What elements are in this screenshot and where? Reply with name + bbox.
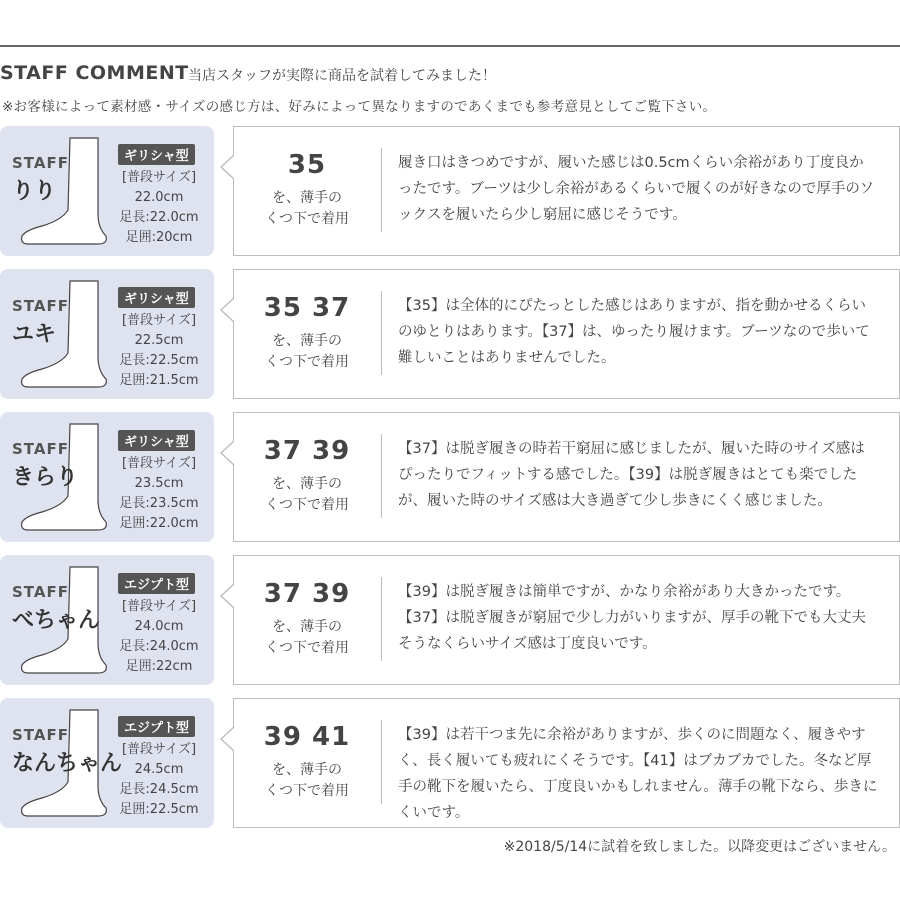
wear-note-line-2: くつ下で着用 <box>265 211 349 227</box>
column-divider <box>381 291 382 375</box>
top-divider <box>0 45 900 47</box>
staff-name: べちゃん <box>12 608 101 633</box>
foot-type-badge: エジプト型 <box>118 573 195 594</box>
staff-row <box>0 555 900 685</box>
tried-size: 37 39 <box>263 579 351 609</box>
foot-length: 足長:24.0cm <box>119 639 199 654</box>
wear-note-line-2: くつ下で着用 <box>265 783 349 799</box>
wear-note-line-1: を、薄手の <box>272 762 342 778</box>
size-heading: [普段サイズ] <box>121 170 197 185</box>
foot-length: 足長:23.5cm <box>119 496 199 511</box>
wear-note-line-2: くつ下で着用 <box>265 354 349 370</box>
foot-length: 足長:22.0cm <box>119 210 199 225</box>
staff-card <box>0 698 214 828</box>
wear-note <box>234 617 380 659</box>
footer-note: ※2018/5/14に試着を致しました。以降変更はございません。 <box>503 839 896 855</box>
wear-note-line-2: くつ下で着用 <box>265 497 349 513</box>
tried-size: 39 41 <box>263 722 351 752</box>
staff-comment: 【37】は脱ぎ履きの時若干窮屈に感じましたが、履いた時のサイズ感はぴったりでフィットする感でした。【39】は脱ぎ履きはとても楽でしたが、履いた時のサイズ感は大き過ぎて少し歩きにくく感じました。 <box>398 441 865 509</box>
staff-name: なんちゃん <box>12 751 123 776</box>
staff-name: きらり <box>12 465 79 490</box>
foot-type-badge: ギリシャ型 <box>118 287 195 308</box>
wear-note-line-1: を、薄手の <box>272 619 342 635</box>
usual-size: 24.5cm <box>134 762 184 777</box>
staff-name: りり <box>12 179 57 204</box>
usual-size: 24.0cm <box>134 619 184 634</box>
usual-size: 23.5cm <box>134 476 184 491</box>
staff-comment: 【39】は脱ぎ履きは簡単ですが、かなり余裕があり大きかったです。【37】は脱ぎ履きが窮屈で少し力がいりますが、厚手の靴下でも大丈夫そうなくらいサイズ感は丁度良いです。 <box>398 584 866 652</box>
staff-sizes <box>110 454 208 534</box>
wear-note <box>234 331 380 373</box>
tried-size: 37 39 <box>263 436 351 466</box>
wear-note <box>234 474 380 516</box>
usual-size: 22.5cm <box>134 333 184 348</box>
wear-note <box>234 760 380 802</box>
disclaimer-notice: ※お客様によって素材感・サイズの感じ方は、好みによって異なりますのであくまでも参考意見としてご覧下さい。 <box>2 99 717 115</box>
foot-length: 足長:22.5cm <box>119 353 199 368</box>
staff-label: STAFF <box>12 583 69 601</box>
section-subtitle: 当店スタッフが実際に商品を試着してみました！ <box>188 68 496 84</box>
staff-sizes <box>110 168 208 248</box>
foot-girth: 足囲:22cm <box>125 659 193 674</box>
foot-girth: 足囲:22.5cm <box>119 802 199 817</box>
staff-sizes <box>110 311 208 391</box>
foot-type-badge: ギリシャ型 <box>118 430 195 451</box>
wear-note-line-1: を、薄手の <box>272 333 342 349</box>
foot-type-badge: エジプト型 <box>118 716 195 737</box>
staff-label: STAFF <box>12 154 69 172</box>
staff-label: STAFF <box>12 440 69 458</box>
staff-card <box>0 555 214 685</box>
staff-row <box>0 412 900 542</box>
size-heading: [普段サイズ] <box>121 313 197 328</box>
column-divider <box>381 577 382 661</box>
foot-girth: 足囲:21.5cm <box>119 373 199 388</box>
staff-label: STAFF <box>12 726 69 744</box>
staff-row <box>0 698 900 828</box>
foot-girth: 足囲:22.0cm <box>119 516 199 531</box>
staff-sizes <box>110 740 208 820</box>
column-divider <box>381 148 382 232</box>
foot-length: 足長:24.5cm <box>119 782 199 797</box>
tried-size: 35 37 <box>263 293 351 323</box>
staff-card <box>0 269 214 399</box>
staff-card <box>0 412 214 542</box>
column-divider <box>381 720 382 804</box>
size-heading: [普段サイズ] <box>121 742 197 757</box>
usual-size: 22.0cm <box>134 190 184 205</box>
wear-note-line-1: を、薄手の <box>272 190 342 206</box>
section-title: STAFF COMMENT <box>0 62 189 84</box>
staff-comment: 【39】は若干つま先に余裕がありますが、歩くのに問題なく、履きやすく、長く履いても疲れにくそうです。【41】はブカブカでした。冬など厚手の靴下を履いたら、丁度良いかもしれません。薄手の靴下なら、歩きにくいです。 <box>398 727 878 821</box>
staff-label: STAFF <box>12 297 69 315</box>
staff-card <box>0 126 214 256</box>
wear-note-line-2: くつ下で着用 <box>265 640 349 656</box>
foot-type-badge: ギリシャ型 <box>118 144 195 165</box>
foot-girth: 足囲:20cm <box>125 230 193 245</box>
wear-note <box>234 188 380 230</box>
column-divider <box>381 434 382 518</box>
staff-name: ユキ <box>12 322 57 347</box>
tried-size: 35 <box>287 150 327 180</box>
size-heading: [普段サイズ] <box>121 599 197 614</box>
wear-note-line-1: を、薄手の <box>272 476 342 492</box>
staff-comment: 履き口はきつめですが、履いた感じは0.5cmくらい余裕があり丁度良かったです。ブーツは少し余裕があるくらいで履くのが好きなので厚手のソックスを履いたら少し窮屈に感じそうです。 <box>398 155 875 223</box>
staff-comment: 【35】は全体的にぴたっとした感じはありますが、指を動かせるくらいのゆとりはあります。【37】は、ゆったり履けます。ブーツなので歩いて難しいことはありませんでした。 <box>398 298 870 366</box>
staff-row <box>0 269 900 399</box>
staff-row <box>0 126 900 256</box>
size-heading: [普段サイズ] <box>121 456 197 471</box>
staff-sizes <box>110 597 208 677</box>
